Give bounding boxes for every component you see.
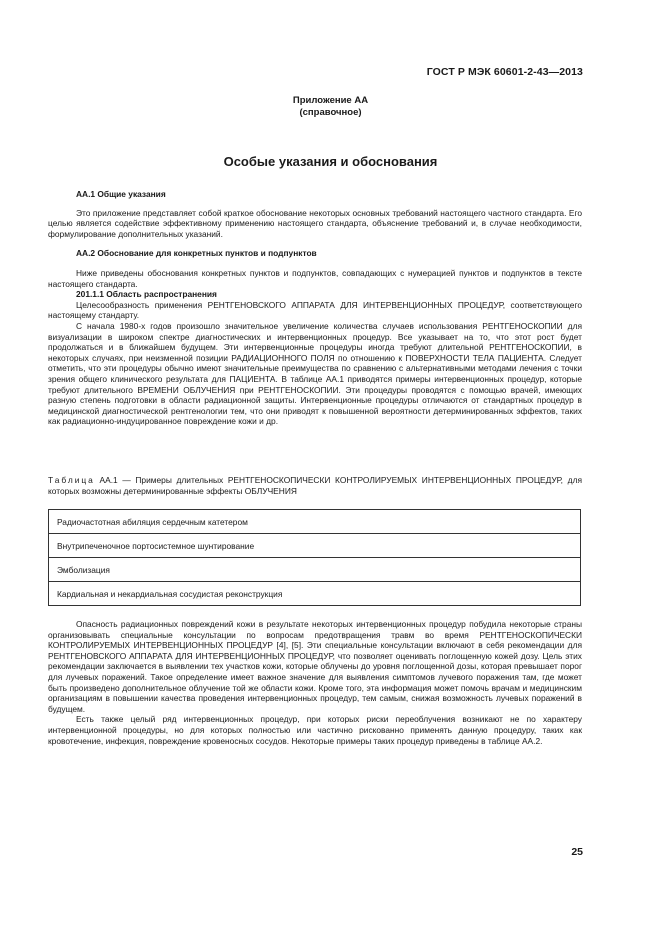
section-aa1-heading: АА.1 Общие указания <box>76 189 166 199</box>
table-caption <box>48 475 582 497</box>
table-cell: Кардиальная и некардиальная сосудистая реконструкция <box>49 582 581 606</box>
clause-201-1-1-p1: Целесообразность применения РЕНТГЕНОВСКОГО АППАРАТА ДЛЯ ИНТЕРВЕНЦИОННЫХ ПРОЦЕДУР, соответствующего настоящему стандарту. <box>48 299 582 321</box>
after-table-p1: Опасность радиационных повреждений кожи в результате некоторых интервенционных процедур побудила некоторые страны организовывать специальные консультации по вопросам предотвращения травм во время РЕНТГЕНОСКОПИЧЕСКИ КОНТРОЛИРУЕМЫХ ИНТЕРВЕНЦИОННЫХ ПРОЦЕДУР [4], [5]. Эти специальные консультации включают в себя рекомендации для РЕНТГЕНОВСКОГО АППАРАТА ДЛЯ ИНТЕРВЕНЦИОННЫХ ПРОЦЕДУР, что позволяет оценивать поглощенную кожей дозу. Цель этих рекомендации заключается в выявлении тех участков кожи, которые облучены до уровня поглощенной дозы, которая превышает порог для лучевых поражений. Такое определение имеет важное значение для выявления симптомов лучевого поражения там, где может быть произведено дополнительное облучение той же области кожи. Кроме того, эта информация может помочь врачам и медицинским организациям в повышении качества проведения интервенционных процедур, тем самым, снижая возможность лучевых поражений в будущем. <box>48 619 582 714</box>
after-table-p2: Есть также целый ряд интервенционных процедур, при которых риски переоблучения возникают не по характеру интервенционной процедуры, но для которых полностью или частично рискованно применять данную процедуру, таких как кровотечение, инфекция, повреждение кровеносных сосудов. Некоторые примеры таких процедур приведены в таблице АА.2. <box>48 714 582 746</box>
table-cell: Эмболизация <box>49 558 581 582</box>
table-row <box>49 582 581 606</box>
main-text <box>48 189 582 427</box>
annex-title: Приложение АА <box>292 95 369 106</box>
table-aa1 <box>48 509 581 606</box>
section-aa2-heading: АА.2 Обоснование для конкретных пунктов и подпунктов <box>76 248 317 259</box>
standard-designation: ГОСТ Р МЭК 60601-2-43—2013 <box>426 66 583 78</box>
table-row <box>49 534 581 558</box>
page-title: Особые указания и обоснования <box>223 154 438 169</box>
clause-201-1-1-p2: С начала 1980-х годов произошло значительное увеличение количества случаев использования РЕНТГЕНОСКОПИИ для визуализации в широком спектре диагностических и интервенционных процедур. Все указывает на то, что этот рост будет продолжаться и в ближайшем будущем. Эти интервенционные процедуры иногда требуют длительной РЕНТГЕНОСКОПИИ, в некоторых случаях, при неизменной позиции РАДИАЦИОННОГО ПОЛЯ по отношению к ПОВЕРХНОСТИ ТЕЛА ПАЦИЕНТА. Следует отметить, что эти процедуры обычно имеют значительные преимущества по сравнению с альтернативными методами лечения с точки зрения общего клинического результата для ПАЦИЕНТА. В таблице АА.1 приводятся примеры интервенционных процедур, которые требуют длительного ВРЕМЕНИ ОБЛУЧЕНИЯ при РЕНТГЕНОСКОПИИ. Эти процедуры проводятся с помощью врачей, имеющих разную степень подготовки в области радиационной защиты. Интервенционные процедуры отличаются от стандартных процедур в медицинской диагностической рентгенологии тем, что они приводят к повышенной вероятности детерминированных эффектов, таких как радиационно-индуцированное повреждение кожи и др. <box>48 320 582 427</box>
table-row <box>49 510 581 534</box>
table-row <box>49 558 581 582</box>
section-aa1-text: Это приложение представляет собой краткое обоснование некоторых основных требований настоящего частного стандарта. Его целью является содействие эффективному применению настоящего стандарта, объяснение требований и, в случае необходимости, формулирование дополнительных указаний. <box>48 207 582 239</box>
table-cell: Радиочастотная абиляция сердечным катетером <box>49 510 581 534</box>
page-number: 25 <box>571 846 583 858</box>
annex-kind: (справочное) <box>299 107 362 118</box>
section-aa2-text: Ниже приведены обоснования конкретных пунктов и подпунктов, совпадающих с нумерацией пунктов и подпунктов в тексте настоящего стандарта. <box>48 267 582 289</box>
table-caption-label: Таблица <box>48 475 95 485</box>
table-caption-text: АА.1 — Примеры длительных РЕНТГЕНОСКОПИЧЕСКИ КОНТРОЛИРУЕМЫХ ИНТЕРВЕНЦИОННЫХ ПРОЦЕДУР, для которых возможны детерминированные эффекты ОБЛУЧЕНИЯ <box>48 475 582 496</box>
clause-201-1-1-heading: 201.1.1 Область распространения <box>76 289 217 300</box>
table-cell: Внутрипеченочное портосистемное шунтирование <box>49 534 581 558</box>
after-table-text <box>48 619 582 746</box>
